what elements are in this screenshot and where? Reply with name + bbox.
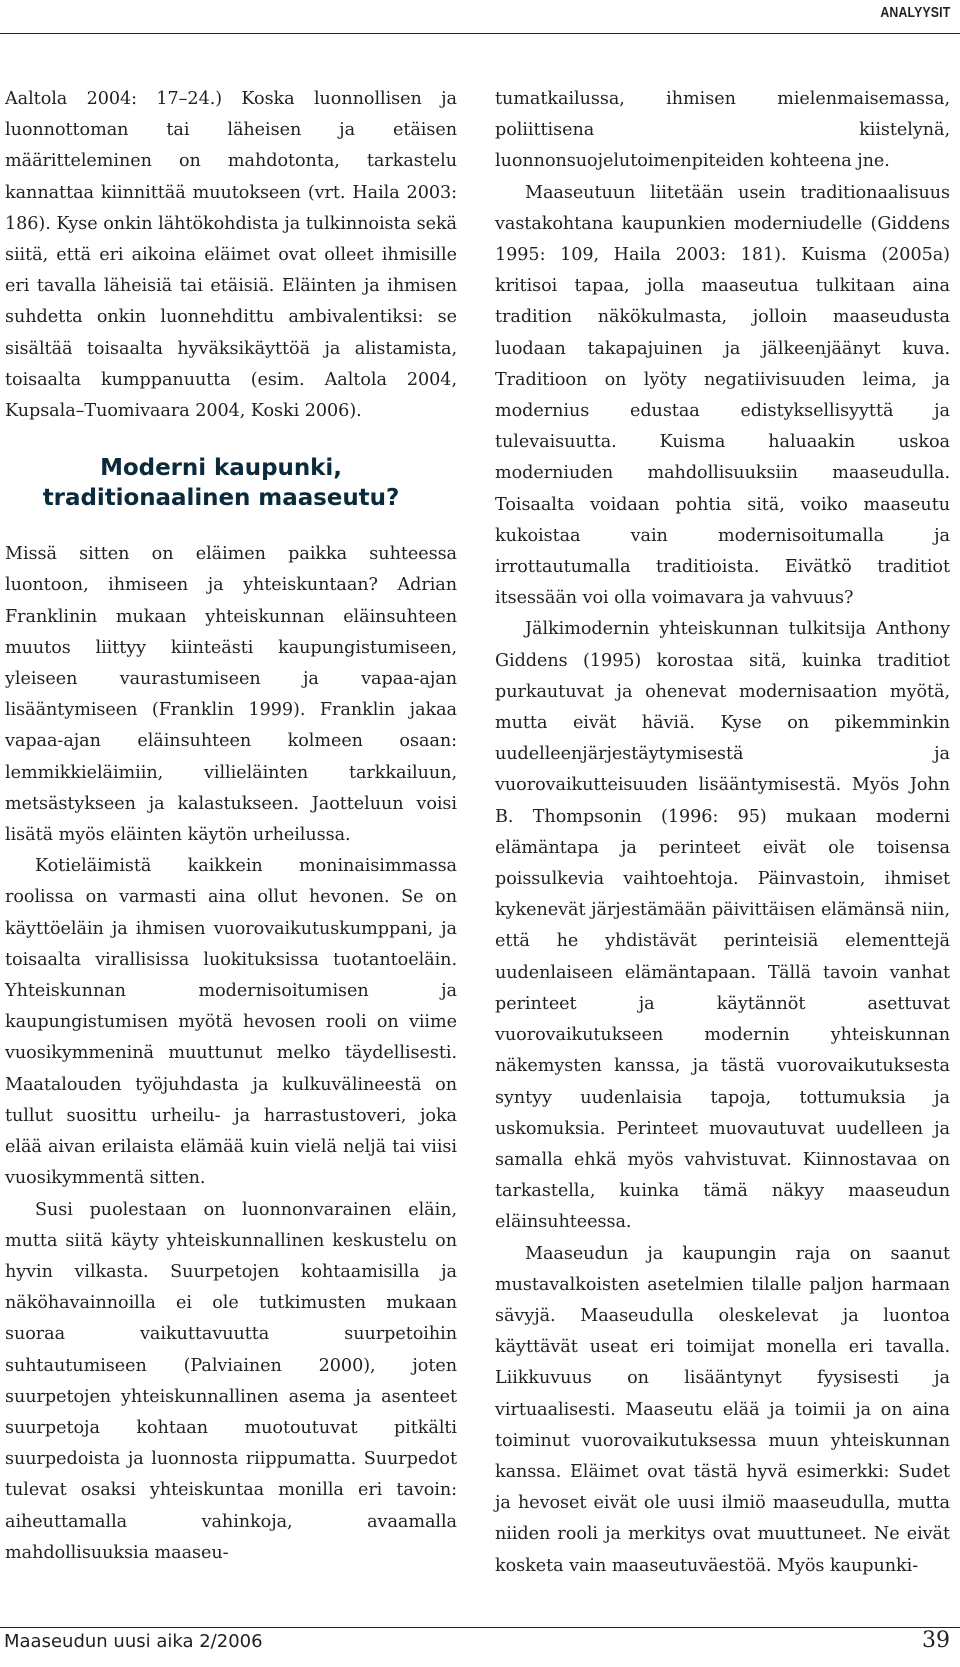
right-column [495,84,950,1582]
left-paragraph-4: Susi puolestaan on luonnonvarainen eläin, mutta siitä käyty yhteiskunnallinen keskustelu on hyvin vilkasta. Suurpetojen kohtaamisilla ja näköhavainnoilla ei ole tutkimusten mukaan suoraa vaikuttavuutta suurpetoihin suhtautumiseen (Palviainen 2000), joten suurpetojen yhteiskunnallinen asema ja asenteet suurpetoja kohtaan muotoutuvat pitkälti suurpedoista ja luonnosta riippumatta. Suurpedot tulevat osaksi yhteiskuntaa monilla eri tavoin: aiheuttamalla vahinkoja, avaamalla mahdollisuuksia maaseu- [5,1199,457,1563]
left-paragraph-3: Kotieläimistä kaikkein moninaisimmassa roolissa on varmasti aina ollut hevonen. Se on käyttöeläin ja ihmisen vuorovaikutuskumppani, ja toisaalta virallisissa luokituksissa tuotantoeläin. Yhteiskunnan modernisoitumisen ja kaupungistumisen myötä hevosen rooli on viime vuosikymmeninä muuttunut melko täydellisesti. Maatalouden työjuhdasta ja kulkuvälineestä on tullut suosittu urheilu- ja harrastustoveri, joka elää aivan erilaista elämää kuin vielä neljä tai viisi vuosikymmentä sitten. [5,856,457,1189]
subheading-line-1: Moderni kaupunki, [100,455,342,482]
subheading-line-2: traditionaalinen maaseutu? [42,485,400,512]
left-paragraph-2: Missä sitten on eläimen paikka suhteessa luontoon, ihmiseen ja yhteiskuntaan? Adrian Franklinin mukaan yhteiskunnan eläinsuhteen muutos liittyy kiinteästi kaupungistumiseen, yleiseen vaurastumiseen ja vapaa-ajan lisääntymiseen (Franklin 1999). Franklin jakaa vapaa-ajan eläinsuhteen kolmeen osaan: lemmikkieläimiin, villieläinten tarkkailuun, metsästykseen ja kalastukseen. Jaotteluun voisi lisätä myös eläinten käytön urheilussa. [5,544,457,846]
right-paragraph-2: Maaseutuun liitetään usein traditionaalisuus vastakohtana kaupunkien moderniudelle (Giddens 1995: 109, Haila 2003: 181). Kuisma (2005a) kritisoi tapaa, jolla maaseutua tulkitaan aina tradition näkökulmasta, jolloin maaseudusta luodaan takapajuinen ja jälkeenjäänyt kuva. Traditioon on lyöty negatiivisuuden leima, ja modernius edustaa edistyksellisyyttä ja tulevaisuutta. Kuisma haluaakin uskoa moderniuden mahdollisuuksiin maaseudulla. Toisaalta voidaan pohtia sitä, voiko maaseutu kukoistaa vain modernisoitumalla ja irrottautumalla traditioista. Eivätkö traditiot itsessään voi olla voimavara ja vahvuus? [495,182,950,609]
right-paragraph-4: Maaseudun ja kaupungin raja on saanut mustavalkoisten asetelmien tilalle paljon harmaan sävyjä. Maaseudulla oleskelevat ja luontoa käyttävät useat eri toimijat monella eri tavalla. Liikkuvuus on lisääntynyt fyysisesti ja virtuaalisesti. Maaseutu elää ja toimii ja on aina toiminut vuorovaikutuksessa muun yhteiskunnan kanssa. Eläimet ovat tästä hyvä esimerkki: Sudet ja hevoset eivät ole uusi ilmiö maaseudulla, mutta niiden rooli ja merkitys ovat muuttuneet. Ne eivät kosketa vain maaseutuväestöä. Myös kaupunki- [495,1243,950,1576]
header-rule [0,33,960,34]
page-number: 39 [922,1628,950,1653]
left-column [5,84,457,1569]
left-paragraph-1: Aaltola 2004: 17–24.) Koska luonnollisen ja luonnottoman tai läheisen ja etäisen määritteleminen on mahdotonta, tarkastelu kannattaa kiinnittää muutokseen (vrt. Haila 2003: 186). Kyse onkin lähtökohdista ja tulkinnoista sekä siitä, että eri aikoina eläimet ovat olleet ihmisille eri tavalla läheisiä tai etäisiä. Eläinten ja ihmisen suhdetta onkin luonnehdittu ambivalentiksi: se sisältää toisaalta hyväksikäyttöä ja alistamista, toisaalta kumppanuutta (esim. Aaltola 2004, Kupsala–Tuomivaara 2004, Koski 2006). [5,89,457,422]
section-subheading [5,453,457,513]
right-paragraph-3: Jälkimodernin yhteiskunnan tulkitsija Anthony Giddens (1995) korostaa sitä, kuinka traditiot purkautuvat ja ohenevat modernisaation myötä, mutta eivät häviä. Kyse on pikemminkin uudelleenjärjestäytymisestä ja vuorovaikutteisuuden lisääntymisestä. Myös John B. Thompsonin (1996: 95) mukaan moderni elämäntapa ja perinteet eivät ole toisensa poissulkevia vaihtoehtoja. Päinvastoin, ihmiset kykenevät järjestämään päivittäisen elämänsä niin, että he yhdistävät perinteisiä elementtejä uudenlaiseen elämäntapaan. Tällä tavoin vanhat perinteet ja käytännöt asettuvat vuorovaikutukseen modernin yhteiskunnan näkemysten kanssa, ja tästä vuorovaikutuksesta syntyy uudenlaisia tapoja, tottumuksia ja uskomuksia. Perinteet muovautuvat uudelleen ja samalla ehkä myös vahvistuvat. Kiinnostavaa on tarkastella, kuinka tämä näkyy maaseudun eläinsuhteessa. [495,619,950,1233]
right-paragraph-1: tumatkailussa, ihmisen mielenmaisemassa, poliittisena kiistelynä, luonnonsuojelutoimenpiteiden kohteena jne. [495,89,950,172]
footer-rule [0,1627,960,1628]
section-label: ANALYYSIT [879,4,950,21]
publication-name: Maaseudun uusi aika 2/2006 [4,1631,263,1652]
